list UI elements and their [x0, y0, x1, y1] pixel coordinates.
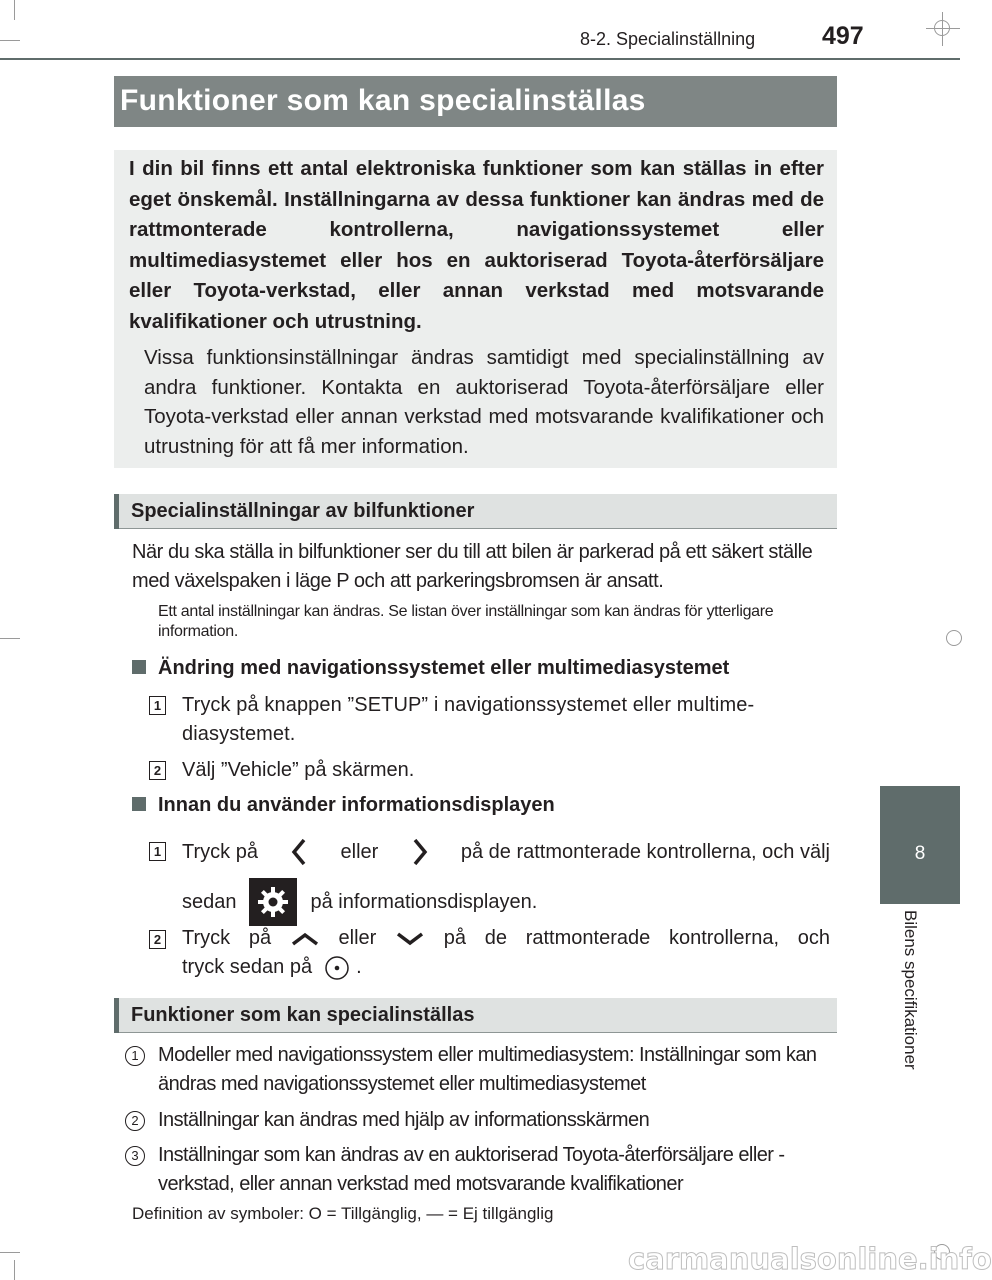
chevron-up-icon	[290, 931, 320, 947]
crop-mark	[0, 40, 20, 41]
section-paragraph: När du ska ställa in bilfunktioner ser du till att bilen är parkerad på ett säkert ställe med växelspaken i läge P och att parkeringsbromsen är ansatt.	[132, 541, 813, 592]
crop-mark	[14, 1260, 15, 1280]
step-text	[182, 924, 830, 982]
list-item: Modeller med navigationssystem eller multimediasystem: Inställningar som kan ändras med navigationssystemet eller multimediasystemet	[158, 1044, 817, 1095]
list-item: Inställningar som kan ändras av en auktoriserad Toyota-återförsäljare eller -verkstad, eller annan verkstad med motsvarande kvalifikationer	[158, 1144, 785, 1195]
list-number: 1	[125, 1046, 145, 1066]
step-number: 1	[149, 842, 166, 861]
chapter-number: 8	[914, 843, 926, 864]
step-text: Välj ”Vehicle” på skärmen.	[182, 759, 415, 781]
section-heading-bilfunktioner	[114, 494, 837, 529]
step-text	[182, 836, 830, 926]
square-bullet-icon	[132, 660, 146, 674]
subheading-text: Ändring med navigationssystemet eller multimediasystemet	[158, 657, 730, 679]
step-text: Tryck på knappen ”SETUP” i navigationssystemet eller multimediasystemet.	[182, 694, 755, 745]
list-item: Inställningar kan ändras med hjälp av informationsskärmen	[158, 1109, 650, 1131]
intro-note: Vissa funktionsinställningar ändras samtidigt med specialinställning av andra funktioner. Kontakta en auktoriserad Toyota-återförsäljare eller Toyota-verkstad eller annan verkstad med motsvarande kvalifikationer och utrustning för att få mer information.	[144, 346, 824, 458]
list-number: 3	[125, 1146, 145, 1166]
watermark: carmanualsonline.info	[628, 1242, 992, 1276]
subheading-informationsdisplay	[132, 794, 555, 817]
chevron-left-icon	[291, 838, 307, 866]
step-line: tryck sedan på .	[182, 953, 830, 982]
step-number: 2	[149, 761, 166, 780]
ok-button-icon	[324, 955, 350, 981]
step-line: sedan på informationsdisplayen.	[182, 878, 830, 926]
square-bullet-icon	[132, 797, 146, 811]
subheading-text: Innan du använder informationsdisplayen	[158, 794, 555, 816]
crop-mark	[14, 0, 15, 20]
page-number: 497	[822, 22, 864, 50]
section-heading-text: Specialinställningar av bilfunktioner	[131, 500, 475, 522]
section-note: Ett antal inställningar kan ändras. Se listan över inställningar som kan ändras för ytterligare information.	[158, 603, 774, 640]
crop-mark	[942, 12, 943, 46]
crop-mark	[0, 1252, 20, 1253]
intro-box	[114, 150, 837, 468]
section-heading-funktioner	[114, 998, 837, 1033]
gear-icon	[249, 878, 297, 926]
symbol-definition-footnote: Definition av symboler: O = Tillgänglig, — = Ej tillgänglig	[132, 1204, 554, 1223]
registration-mark	[946, 630, 962, 646]
crop-mark	[926, 28, 960, 29]
running-header-section: 8-2. Specialinställning	[580, 29, 756, 49]
chevron-down-icon	[395, 931, 425, 947]
crop-mark	[0, 638, 20, 639]
step-number: 1	[149, 696, 166, 715]
step-number: 2	[149, 930, 166, 949]
section-heading-text: Funktioner som kan specialinställas	[131, 1004, 475, 1026]
intro-text: I din bil finns ett antal elektroniska funktioner som kan ställas in efter eget önskemål. Inställningarna av dessa funktioner kan ändras med de rattmonterade kontrollerna, navigationssystemet eller multimediasystemet eller hos en auktoriserad Toyota-återförsäljare eller Toyota-verkstad, eller annan verkstad med motsvarande kvalifikationer och utrustning.	[129, 157, 824, 333]
list-number: 2	[125, 1111, 145, 1131]
page-title: Funktioner som kan specialinställas	[120, 84, 646, 117]
subheading-navigation	[132, 657, 729, 680]
header-rule	[0, 58, 960, 60]
page-title-bar	[114, 76, 837, 127]
step-line: Tryck på eller på de rattmonterade kontrollerna, och välj	[182, 836, 830, 868]
chevron-right-icon	[412, 838, 428, 866]
chapter-label: Bilens specifikationer	[901, 910, 920, 1070]
step-line: Tryck på eller på de rattmonterade kontrollerna, och	[182, 927, 830, 949]
